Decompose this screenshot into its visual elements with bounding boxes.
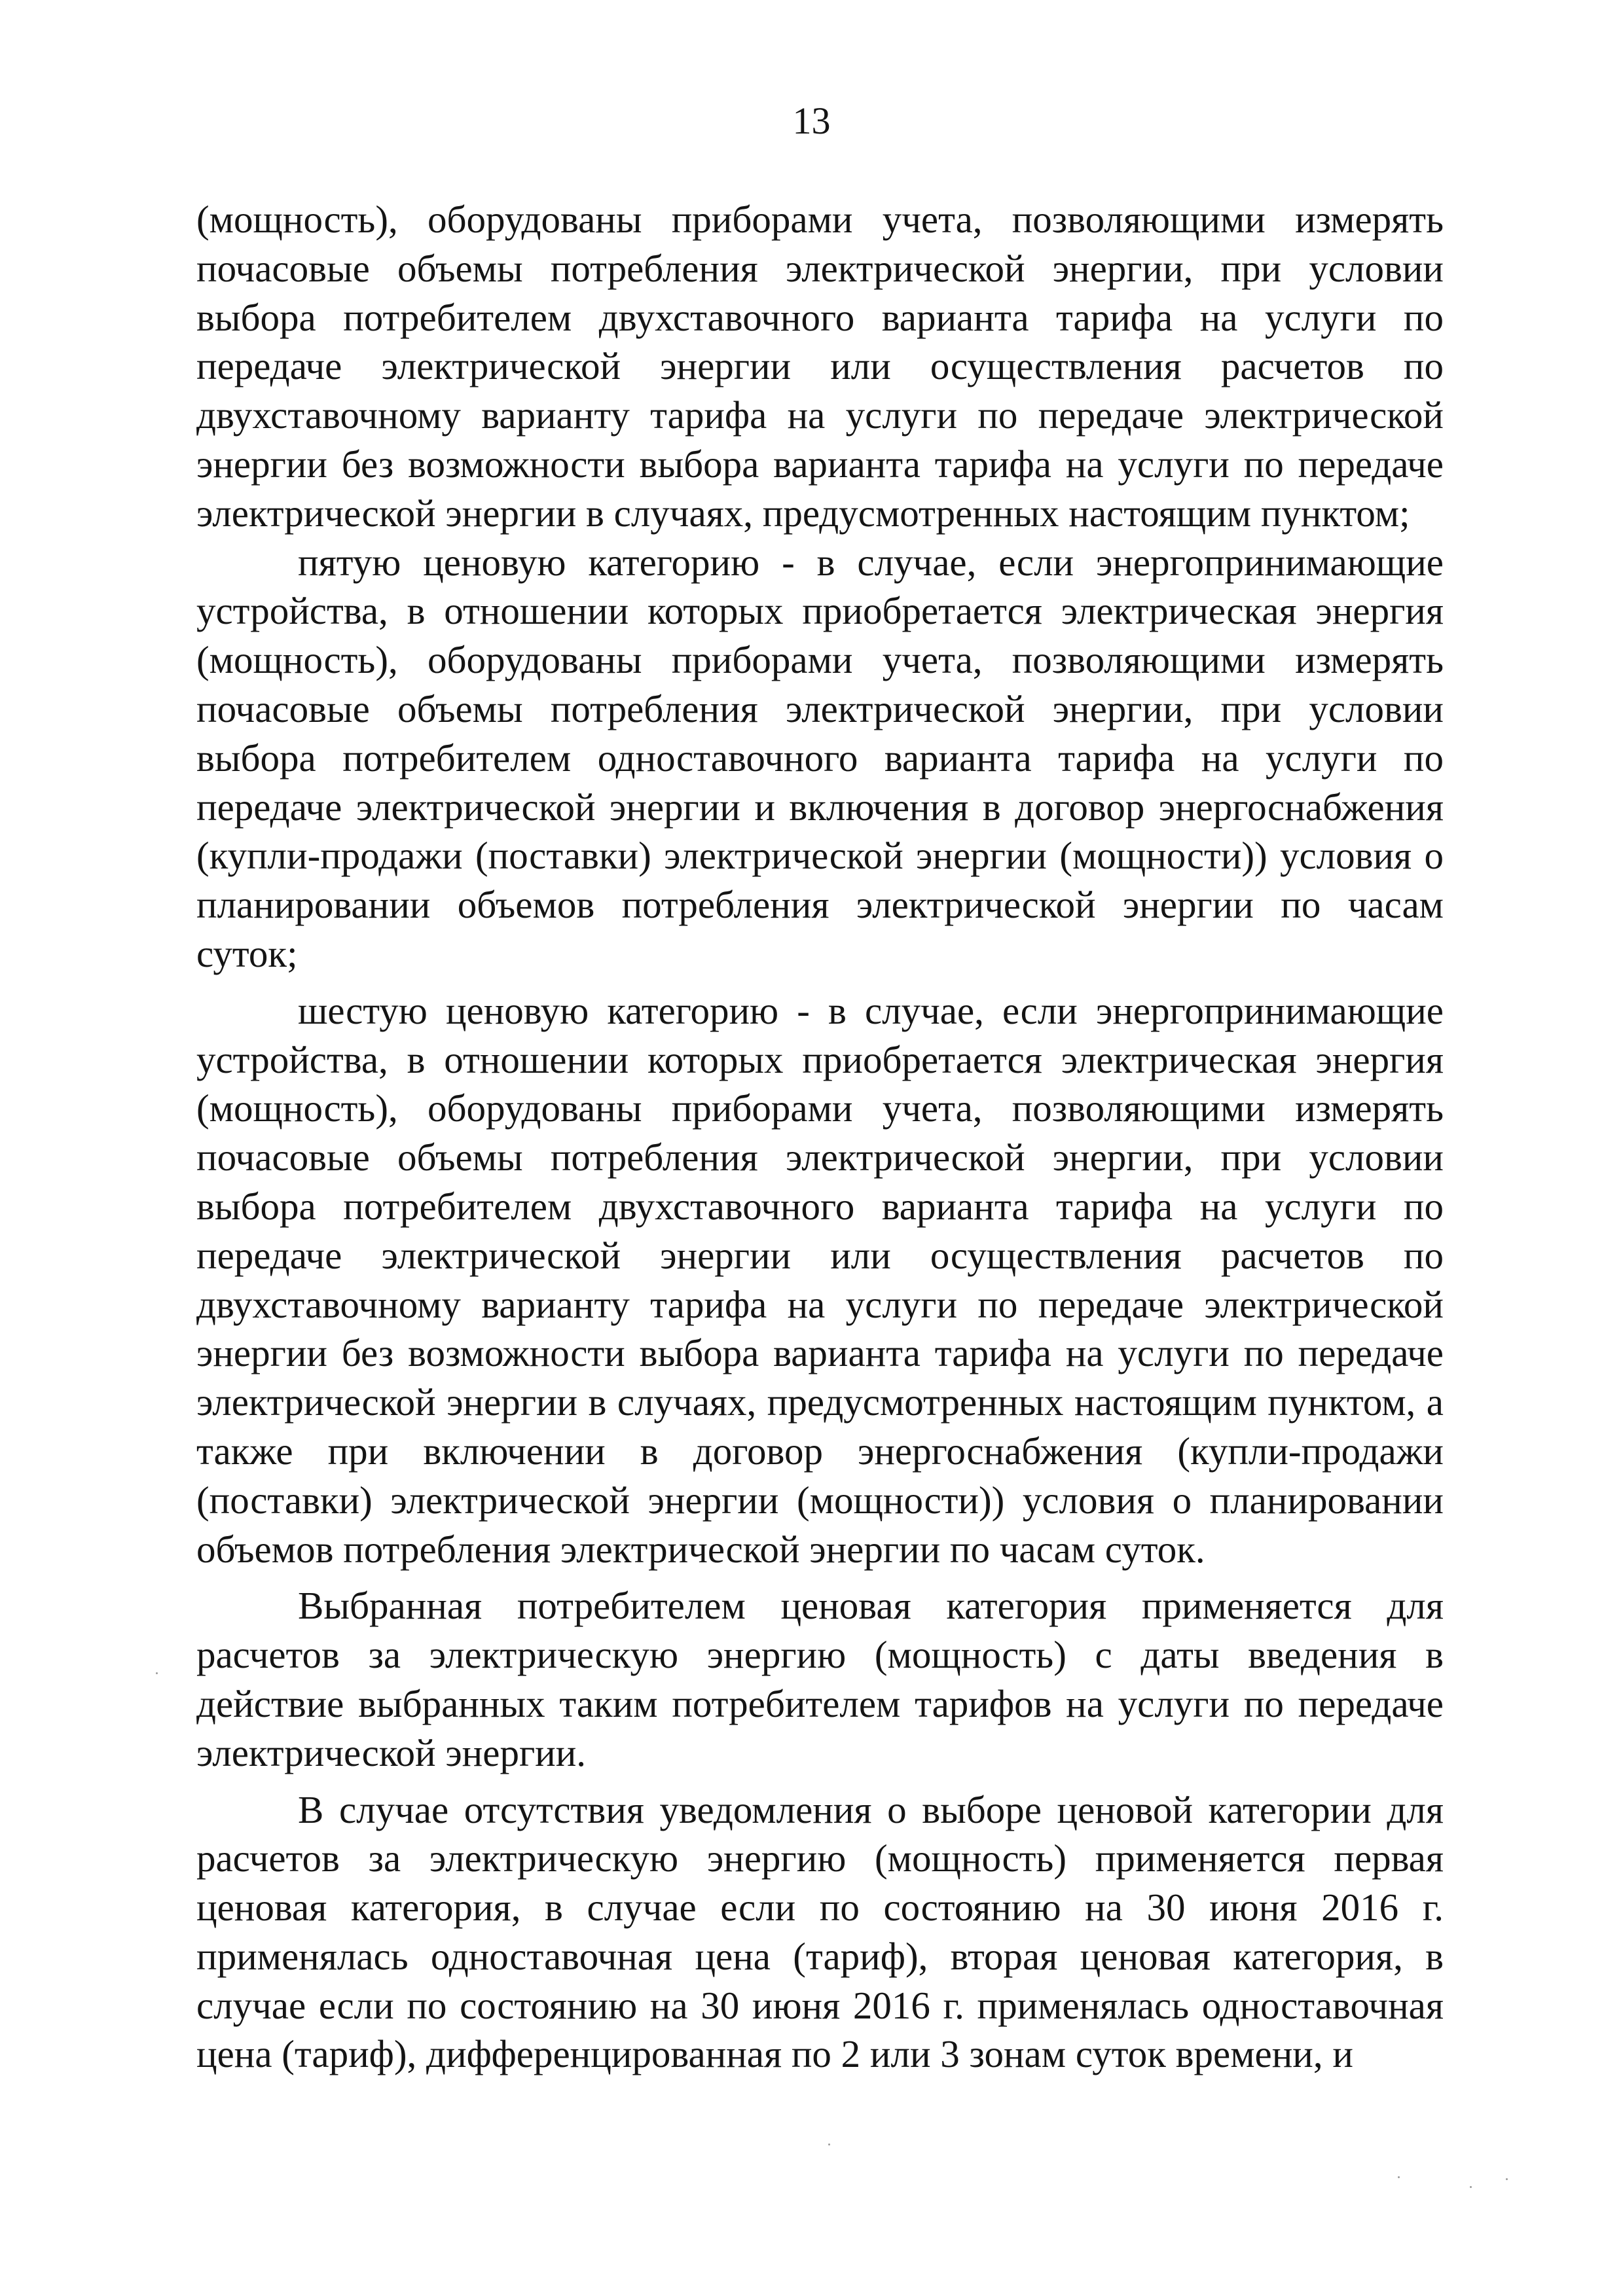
- paragraph-fifth-price-category: пятую ценовую категорию - в случае, если энергопринимающие устройства, в отношении которых приобретается электрическая энергия (мощность), оборудованы приборами учета, позволяющими измерять почасовые объемы потребления электрической энергии, при условии выбора потребителем одноставочного варианта тарифа на услуги по передаче электрической энергии и включения в договор энергоснабжения (купли-продажи (поставки) электрической энергии (мощности)) условия о планировании объемов потребления электрической энергии по часам суток;: [196, 540, 1444, 975]
- scan-speck: [1398, 2176, 1400, 2178]
- scan-speck: [828, 2144, 830, 2145]
- paragraph-selected-category: Выбранная потребителем ценовая категория применяется для расчетов за электрическую энергию (мощность) с даты введения в действие выбранных таким потребителем тарифов на услуги по передаче электрической энергии.: [196, 1584, 1444, 1774]
- scan-speck: [1470, 2186, 1472, 2188]
- document-body: [196, 195, 1444, 2079]
- paragraph-default-category: В случае отсутствия уведомления о выборе ценовой категории для расчетов за электрическую энергию (мощность) применяется первая ценовая категория, в случае если по состоянию на 30 июня 2016 г. применялась одноставочная цена (тариф), вторая ценовая категория, в случае если по состоянию на 30 июня 2016 г. применялась одноставочная цена (тариф), дифференцированная по 2 или 3 зонам суток времени, и: [196, 1787, 1444, 2076]
- paragraph-continuation: (мощность), оборудованы приборами учета, позволяющими измерять почасовые объемы потребления электрической энергии, при условии выбора потребителем двухставочного варианта тарифа на услуги по передаче электрической энергии или осуществления расчетов по двухставочному варианту тарифа на услуги по передаче электрической энергии без возможности выбора варианта тарифа на услуги по передаче электрической энергии в случаях, предусмотренных настоящим пунктом;: [196, 198, 1444, 535]
- page-number: 13: [792, 99, 831, 142]
- paragraph-sixth-price-category: шестую ценовую категорию - в случае, если энергопринимающие устройства, в отношении которых приобретается электрическая энергия (мощность), оборудованы приборами учета, позволяющими измерять почасовые объемы потребления электрической энергии, при условии выбора потребителем двухставочного варианта тарифа на услуги по передаче электрической энергии или осуществления расчетов по двухставочному варианту тарифа на услуги по передаче электрической энергии без возможности выбора варианта тарифа на услуги по передаче электрической энергии в случаях, предусмотренных настоящим пунктом, а также при включении в договор энергоснабжения (купли-продажи (поставки) электрической энергии (мощности)) условия о планировании объемов потребления электрической энергии по часам суток.: [196, 988, 1444, 1571]
- scan-speck: [1506, 2178, 1508, 2180]
- scan-speck: [156, 1672, 158, 1674]
